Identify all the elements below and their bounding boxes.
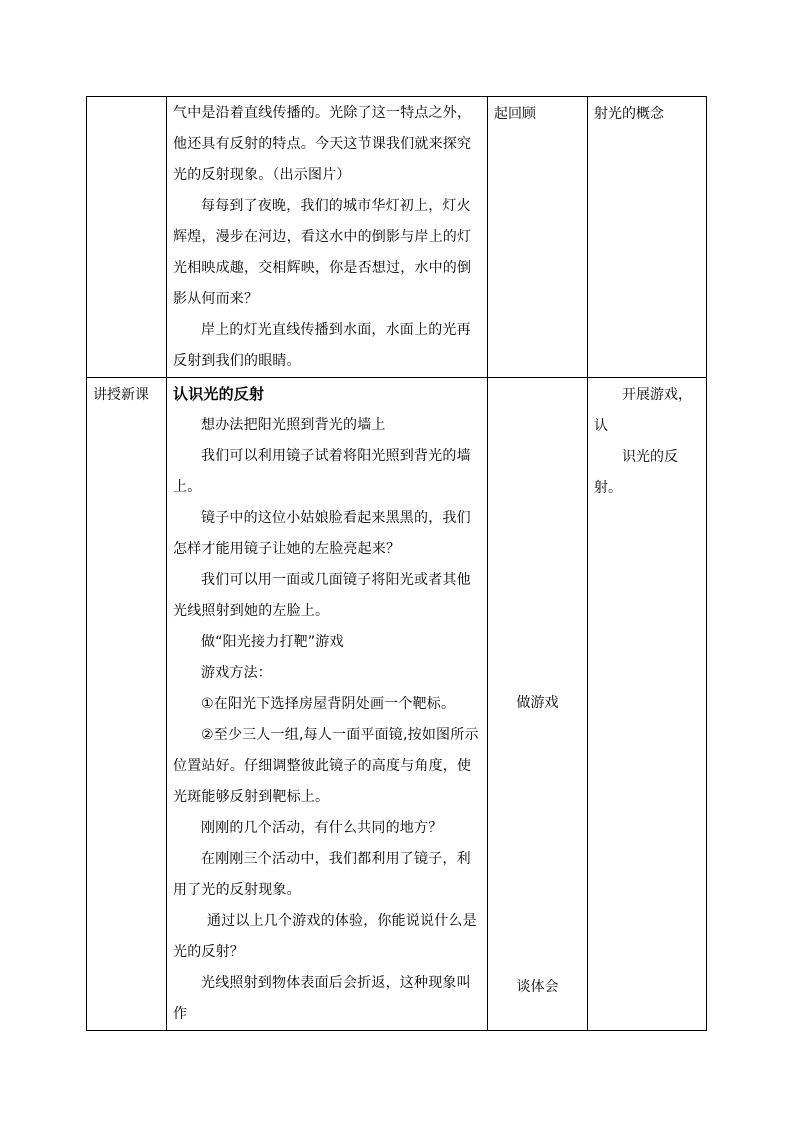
- paragraph: 刚刚的几个活动，有什么共同的地方？: [201, 820, 443, 836]
- lesson-plan-table: [86, 96, 707, 1031]
- paragraph: 光线照射到物体表面后会折返，这种现象叫作: [173, 975, 471, 1022]
- design-intent-cell: [588, 378, 707, 1031]
- student-activity-cell: 起回顾: [488, 97, 588, 378]
- design-text: 认: [594, 418, 608, 434]
- paragraph: 每每到了夜晚，我们的城市华灯初上，灯火辉煌，漫步在河边，看这水中的倒影与岸上的灯光相映成趣，交相辉映，你是否想过，水中的倒影从何而来？: [173, 198, 472, 307]
- table-row: [87, 378, 707, 1031]
- paragraph: 想办法把阳光照到背光的墙上: [201, 417, 386, 433]
- paragraph: 气中是沿着直线传播的。光除了这一特点之外，他还具有反射的特点。今天这节课我们就来探究光的反射现象。（出示图片）: [173, 105, 472, 183]
- activity-label: 谈体会: [516, 979, 559, 995]
- paragraph: ②至少三人一组,每人一面平面镜,按如图所示位置站好。仔细调整彼此镜子的高度与角度，使光斑能够反射到靶标上。: [173, 727, 479, 805]
- paragraph: 游戏方法：: [201, 665, 272, 681]
- paragraph: 我们可以用一面或几面镜子将阳光或者其他光线照射到她的左脸上。: [173, 572, 471, 619]
- design-text: 开展游戏，: [622, 387, 692, 403]
- content-cell: [167, 97, 488, 378]
- paragraph: 在刚刚三个活动中，我们都利用了镜子，利用了光的反射现象。: [173, 851, 471, 898]
- design-intent-cell: 射光的概念: [588, 97, 707, 378]
- paragraph: 镜子中的这位小姑娘脸看起来黑黑的，我们怎样才能用镜子让她的左脸亮起来？: [173, 510, 471, 557]
- table-row: [87, 97, 707, 378]
- paragraph: ①在阳光下选择房屋背阴处画一个靶标。: [201, 696, 456, 712]
- section-cell: [87, 378, 167, 1031]
- paragraph: 我们可以利用镜子试着将阳光照到背光的墙上。: [173, 448, 471, 495]
- activity-label: 做游戏: [516, 695, 559, 711]
- section-heading: 认识光的反射: [173, 385, 265, 403]
- design-text: 识光的反射。: [594, 449, 678, 496]
- section-label: 讲授新课: [93, 387, 149, 403]
- paragraph: 岸上的灯光直线传播到水面，水面上的光再反射到我们的眼睛。: [173, 322, 471, 369]
- paragraph: 通过以上几个游戏的体验，你能说说什么是光的反射？: [173, 913, 477, 960]
- content-cell: [167, 378, 488, 1031]
- section-cell: [87, 97, 167, 378]
- paragraph: 做“阳光接力打靶”游戏: [201, 634, 344, 650]
- student-activity-cell: [488, 378, 588, 1031]
